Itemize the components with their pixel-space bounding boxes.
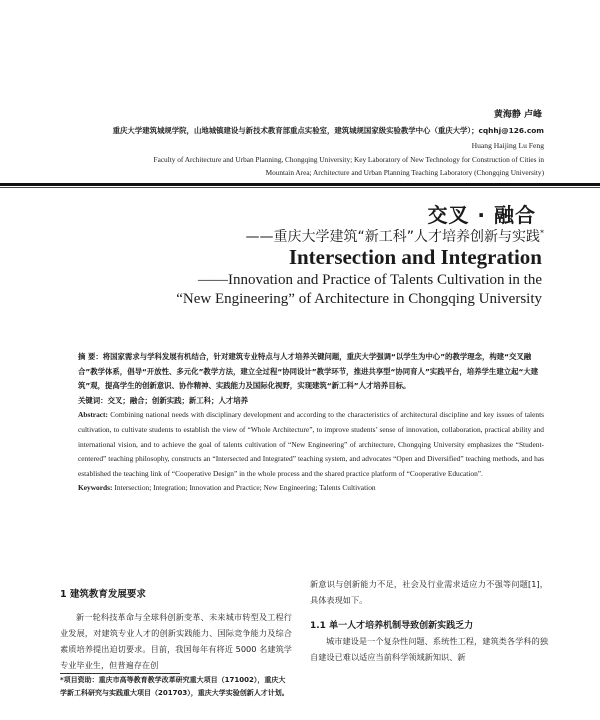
affiliation-en (24, 153, 544, 179)
abstract-en-label: Abstract: (78, 410, 108, 420)
section-1-1-heading: 1.1 单一人才培养机制导致创新实践乏力 (310, 621, 474, 631)
affiliation-en-line-2: Mountain Area; Architecture and Urban Planning Teaching Laboratory (Chongqing University) (265, 168, 544, 177)
header-rule-thin (0, 187, 600, 188)
abstract-cn (78, 350, 544, 394)
section-1-1-paragraph: 城市建设是一个复杂性问题、系统性工程，建筑类各学科的独自建设已难以适应当前科学领域新知识、新 (310, 636, 548, 662)
keywords-cn-text: 交叉；融合；创新实践；新工科；人才培养 (107, 395, 249, 405)
subtitle-en-line-1: ——Innovation and Practice of Talents Cultivation in the (197, 272, 542, 288)
keywords-cn (78, 394, 544, 409)
authors-en: Huang Haijing Lu Feng (471, 141, 544, 150)
affiliation-cn: 重庆大学建筑城规学院，山地城镇建设与新技术教育部重点实验室，建筑城规国家级实验教学中心（重庆大学）；cqhhj@126.com (112, 126, 544, 135)
authors-cn: 黄海静 卢峰 (493, 110, 542, 120)
abstract-block (78, 350, 544, 496)
abstract-cn-label: 摘 要： (78, 352, 103, 361)
body-column-left (60, 586, 292, 673)
section-1-paragraph: 新一轮科技革命与全球科创新变革、未来城市转型及工程行业发展，对建筑专业人才的创新实践能力、国际竞争能力及综合素质培养提出迫切要求。目前，我国每年有将近 5000 名建筑学专业毕业生，但普遍存在创 (60, 612, 292, 670)
keywords-en (78, 481, 544, 496)
keywords-en-label: Keywords: (78, 483, 113, 493)
section-1-paragraph-continued: 新意识与创新能力不足，社会及行业需求适应力不强等问题[1]，具体表现如下。 (310, 579, 548, 605)
keywords-cn-label: 关键词： (78, 395, 108, 405)
section-1-heading: 1 建筑教育发展要求 (60, 589, 146, 600)
subtitle-cn (245, 226, 544, 246)
body-column-right (310, 576, 548, 665)
footnote: *项目资助：重庆市高等教育教学改革研究重大项目（171002），重庆大学新工科研究与实践重大项目（201703），重庆大学实验创新人才计划。 (60, 676, 289, 697)
abstract-cn-text: 将国家需求与学科发展有机结合，针对建筑专业特点与人才培养关键问题，重庆大学强调“以学生为中心”的教学理念，构建“交叉融合”教学体系，倡导“开放性、多元化”教学方法，建立全过程“协同设计”教学环节，推进共享型“协同育人”实践平台，培养学生建立起“大建筑”观，提高学生的创新意识、协作精神、实践能力及国际化视野，实现建筑“新工科”人才培养目标。 (78, 352, 539, 391)
abstract-en (78, 408, 544, 481)
keywords-en-text: Intersection; Integration; Innovation and Practice; New Engineering; Talents Cultivation (114, 483, 376, 493)
subtitle-cn-text: ——重庆大学建筑“新工科”人才培养创新与实践 (245, 229, 540, 245)
header-rule (0, 183, 600, 186)
title-en: Intersection and Integration (288, 245, 542, 269)
subtitle-cn-footnote-mark: * (540, 228, 544, 238)
affiliation-en-line-1: Faculty of Architecture and Urban Planning, Chongqing University; Key Laboratory of New Technology for Construction of Cities in (153, 155, 544, 164)
abstract-en-text: Combining national needs with disciplinary development and according to the characteristics of architectural discipline and key issues of talents cultivation, to cultivate students to establish the view of “Whole Architecture”, to improve students’ sense of innovation, collaboration, practical ability and international vision, and to achieve the goal of talents cultivation of “New Engineering” of architecture, Chongqing University emphasizes the “Student-centered” teaching philosophy, constructs an “Intersected and Integrated” teaching system, and advocates “Open and Diversified” teaching methods, and has established the teaching link of “Cooperative Design” in the whole process and the shared practice platform of “Cooperative Education”. (78, 410, 544, 478)
subtitle-en-line-2: “New Engineering” of Architecture in Chongqing University (176, 291, 542, 307)
title-cn: 交叉 · 融合 (427, 203, 536, 227)
